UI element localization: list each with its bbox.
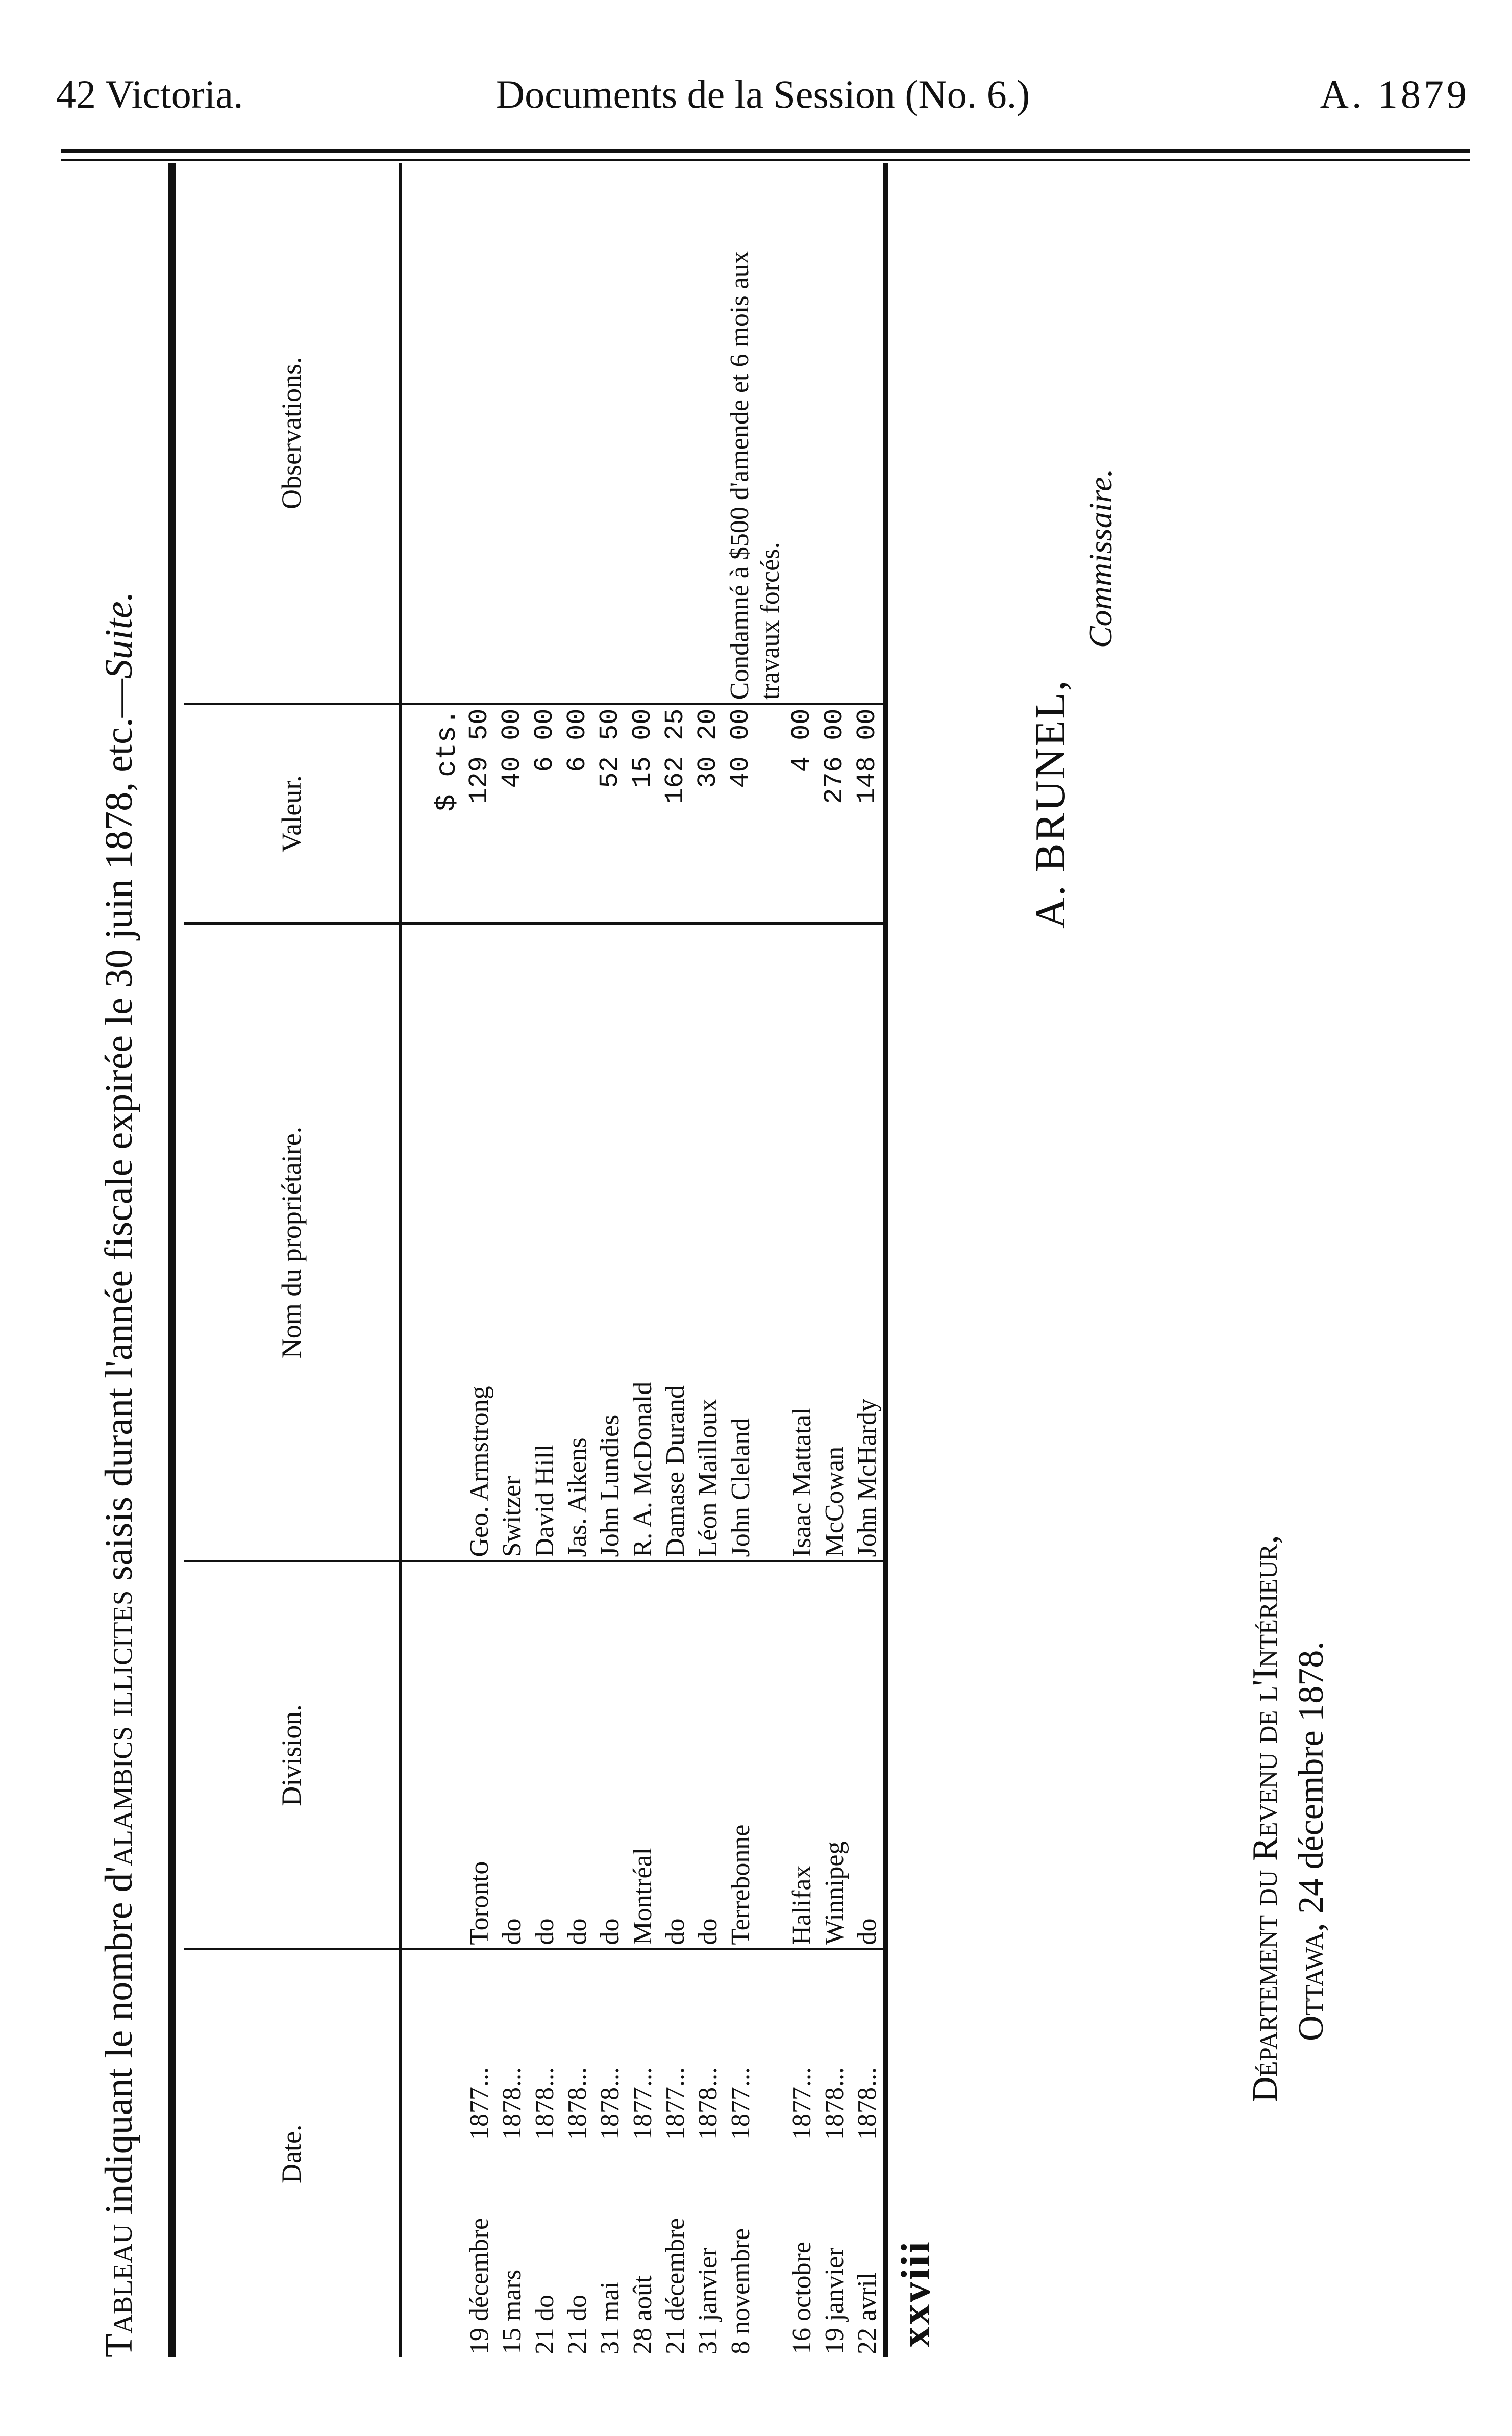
date-cell: [561, 1949, 594, 2357]
signature-name: A. BRUNEL,: [1027, 679, 1074, 929]
observation-cell: [819, 163, 851, 704]
date-day: 31 mai: [596, 2281, 625, 2354]
place-date-line: Ottawa, 24 décembre 1878.: [1292, 1641, 1331, 2041]
value-cell: [725, 704, 786, 924]
table-row: [529, 163, 561, 2357]
date-day: 22 avril: [853, 2272, 882, 2354]
division-cell: [496, 1561, 529, 1949]
date-year: 1877...: [787, 2067, 816, 2140]
value-text: 30 20: [693, 708, 723, 788]
value-cell: [627, 704, 659, 924]
col-header-observations: Observations.: [184, 163, 401, 704]
owner-cell: [496, 924, 529, 1561]
page-number: xxviii: [894, 2240, 938, 2347]
owner-text: John Cleland: [726, 1418, 755, 1557]
owner-cell: [463, 924, 496, 1561]
owner-text: David Hill: [530, 1444, 559, 1557]
owner-text: John Lundies: [596, 1414, 625, 1557]
observation-cell: [851, 163, 884, 704]
table-row: [561, 163, 594, 2357]
value-text: 148 00: [852, 708, 882, 804]
observation-cell: [529, 163, 561, 704]
value-text: 129 50: [464, 708, 494, 804]
header-rule-thick: [61, 149, 1470, 153]
owner-cell: [819, 924, 851, 1561]
table-row: [594, 163, 627, 2357]
table-header-row: [184, 163, 401, 2357]
table-row: [659, 163, 692, 2357]
header-rule-thin: [61, 159, 1470, 161]
date-year: 1878...: [530, 2067, 559, 2140]
owner-text: Damase Durand: [661, 1385, 690, 1557]
division-cell: [692, 1561, 725, 1949]
date-year: 1877...: [628, 2067, 657, 2140]
date-year: 1877...: [661, 2067, 690, 2140]
owner-cell: [725, 924, 786, 1561]
table-bottom-rule: [883, 163, 888, 2357]
value-cell: [561, 704, 594, 924]
table-row: [692, 163, 725, 2357]
observation-cell: [463, 163, 496, 704]
title-suite: Suite.: [97, 591, 140, 679]
owner-text: John McHardy: [853, 1398, 882, 1557]
value-text: 4 00: [787, 708, 817, 773]
value-text: 6 00: [562, 708, 592, 773]
table-title: [97, 163, 141, 2357]
division-text: Terrebonne: [726, 1824, 755, 1945]
owner-text: R. A. McDonald: [628, 1381, 657, 1557]
date-year: 1878...: [596, 2067, 625, 2140]
value-cell: [594, 704, 627, 924]
value-cell: [529, 704, 561, 924]
division-text: do: [563, 1918, 592, 1945]
owner-text: McCowan: [820, 1446, 849, 1557]
title-text-1: indiquant le nombre d': [97, 1866, 140, 2224]
table-row: [851, 163, 884, 2357]
owner-text: Léon Mailloux: [693, 1398, 723, 1557]
owner-cell: [561, 924, 594, 1561]
value-cell: [463, 704, 496, 924]
date-cell: [496, 1949, 529, 2357]
running-header: [56, 61, 1470, 122]
table-row: [627, 163, 659, 2357]
table-row: [819, 163, 851, 2357]
value-cell: [659, 704, 692, 924]
col-header-division: Division.: [184, 1561, 401, 1949]
division-cell: [594, 1561, 627, 1949]
division-text: Halifax: [787, 1865, 816, 1945]
division-cell: [659, 1561, 692, 1949]
col-header-date: Date.: [184, 1949, 401, 2357]
table-row: [463, 163, 496, 2357]
value-cell: [851, 704, 884, 924]
col-header-value: Valeur.: [184, 704, 401, 924]
seizure-table: [184, 163, 884, 2357]
observation-cell: [786, 163, 819, 704]
division-text: do: [853, 1918, 882, 1945]
date-day: 8 novembre: [726, 2228, 755, 2354]
rotated-table-page: [97, 163, 1449, 2357]
observation-cell: [659, 163, 692, 704]
value-cell: [692, 704, 725, 924]
date-year: 1878...: [820, 2067, 849, 2140]
date-cell: [692, 1949, 725, 2357]
value-cell: [496, 704, 529, 924]
date-day: 19 décembre: [465, 2218, 494, 2354]
division-text: Winnipeg: [820, 1841, 849, 1945]
date-cell: [529, 1949, 561, 2357]
observation-cell: [496, 163, 529, 704]
title-alambics: alambics illicites: [97, 1590, 140, 1866]
division-text: Montréal: [628, 1847, 657, 1945]
date-year: 1878...: [498, 2067, 527, 2140]
owner-cell: [786, 924, 819, 1561]
date-cell: [786, 1949, 819, 2357]
col-header-owner: Nom du propriétaire.: [184, 924, 401, 1561]
observation-cell: [725, 163, 786, 704]
date-day: 21 do: [530, 2295, 559, 2354]
value-text: 15 00: [628, 708, 658, 788]
owner-cell: [529, 924, 561, 1561]
division-cell: [725, 1561, 786, 1949]
date-cell: [851, 1949, 884, 2357]
value-cell: [786, 704, 819, 924]
division-text: do: [530, 1918, 559, 1945]
owner-cell: [627, 924, 659, 1561]
header-session-volume: 42 Victoria.: [56, 72, 243, 116]
owner-cell: [851, 924, 884, 1561]
header-document-title: Documents de la Session (No. 6.): [495, 72, 1030, 116]
value-text: 162 25: [660, 708, 690, 804]
observation-text: Condamné à $500 d'amende et 6 mois aux travaux forcés.: [725, 251, 785, 700]
owner-text: Switzer: [498, 1476, 527, 1557]
observation-cell: [692, 163, 725, 704]
value-text: 6 00: [530, 708, 560, 773]
value-cell: [819, 704, 851, 924]
division-text: Toronto: [465, 1861, 494, 1945]
value-text: 52 50: [595, 708, 625, 788]
value-text: 40 00: [497, 708, 527, 788]
owner-cell: [594, 924, 627, 1561]
date-year: 1878...: [693, 2067, 723, 2140]
division-text: do: [596, 1918, 625, 1945]
division-cell: [561, 1561, 594, 1949]
owner-cell: [659, 924, 692, 1561]
signature-title: Commissaire.: [1082, 468, 1119, 648]
owner-text: Geo. Armstrong: [465, 1386, 494, 1557]
division-cell: [851, 1561, 884, 1949]
division-text: do: [661, 1918, 690, 1945]
division-cell: [819, 1561, 851, 1949]
table-row: [496, 163, 529, 2357]
date-cell: [627, 1949, 659, 2357]
currency-row: [401, 163, 463, 2357]
owner-text: Jas. Aikens: [563, 1437, 592, 1557]
observation-cell: [627, 163, 659, 704]
owner-text: Isaac Mattatal: [787, 1407, 816, 1557]
division-cell: [786, 1561, 819, 1949]
date-year: 1877...: [726, 2067, 755, 2140]
date-day: 19 janvier: [820, 2247, 849, 2354]
value-text: 276 00: [820, 708, 850, 804]
header-year: A. 1879: [1320, 72, 1470, 116]
observation-cell: [594, 163, 627, 704]
date-day: 16 octobre: [787, 2242, 816, 2354]
title-prefix: Tableau: [97, 2224, 140, 2357]
division-text: do: [498, 1918, 527, 1945]
division-cell: [529, 1561, 561, 1949]
date-year: 1877...: [465, 2067, 494, 2140]
date-cell: [725, 1949, 786, 2357]
division-text: do: [693, 1918, 723, 1945]
value-text: 40 00: [726, 708, 756, 788]
table-top-rule: [168, 163, 176, 2357]
date-cell: [819, 1949, 851, 2357]
department-line: Département du Revenu de l'Intérieur,: [1246, 1535, 1285, 2102]
division-cell: [627, 1561, 659, 1949]
date-cell: [594, 1949, 627, 2357]
date-year: 1878...: [563, 2067, 592, 2140]
title-text-2: saisis durant l'année fiscale expirée le 30 juin 1878, etc.—: [97, 679, 140, 1590]
date-cell: [659, 1949, 692, 2357]
observation-cell: [561, 163, 594, 704]
owner-cell: [692, 924, 725, 1561]
currency-label: $ cts.: [401, 704, 463, 924]
date-day: 21 décembre: [661, 2218, 690, 2354]
division-cell: [463, 1561, 496, 1949]
table-row: [725, 163, 786, 2357]
date-day: 15 mars: [498, 2269, 527, 2354]
date-day: 31 janvier: [693, 2247, 723, 2354]
date-cell: [463, 1949, 496, 2357]
table-row: [786, 163, 819, 2357]
date-day: 21 do: [563, 2295, 592, 2354]
date-day: 28 août: [628, 2275, 657, 2354]
date-year: 1878...: [853, 2067, 882, 2140]
